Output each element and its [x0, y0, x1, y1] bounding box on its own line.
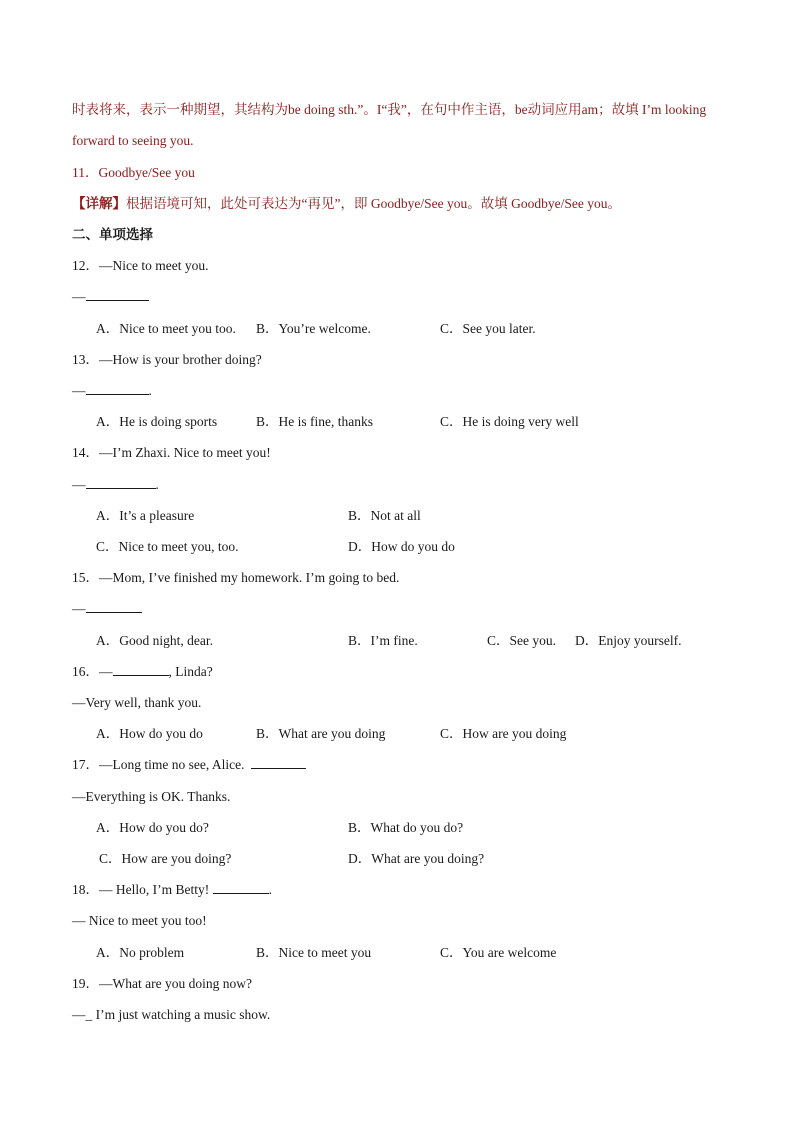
option-b: B．What are you doing: [256, 726, 386, 741]
question-number: 18．: [72, 882, 99, 897]
question-number: 15．: [72, 570, 99, 585]
option-c: C．You are welcome: [440, 945, 557, 960]
dash: —: [99, 664, 113, 679]
dash: —: [72, 383, 86, 398]
option-a: A．It’s a pleasure: [96, 508, 195, 523]
question-12-response: [72, 288, 149, 306]
question-16: [72, 663, 213, 681]
option-a: A．Good night, dear.: [96, 633, 213, 648]
detail-text: 根据语境可知，此处可表达为“再见”，即 Goodbye/See you。故填 Goodbye/See you。: [126, 196, 621, 211]
dash: —: [72, 477, 86, 492]
option-c: C．Nice to meet you, too.: [96, 539, 239, 554]
question-19-response: —_ I’m just watching a music show.: [72, 1007, 271, 1022]
question-text: , Linda?: [168, 664, 213, 679]
question-text: —Long time no see, Alice.: [99, 757, 245, 772]
option-b: B．I’m fine.: [348, 633, 418, 648]
option-a: A．How do you do?: [96, 820, 209, 835]
question-17-response: —Everything is OK. Thanks.: [72, 789, 231, 804]
option-b: B．You’re welcome.: [256, 321, 371, 336]
question-15-response: [72, 600, 142, 618]
question-15: [72, 569, 399, 587]
dash: —: [72, 289, 86, 304]
question-13-response: [72, 382, 152, 400]
option-a: A．He is doing sports: [96, 414, 218, 429]
question-18-response: — Nice to meet you too!: [72, 913, 207, 928]
question-13: [72, 351, 262, 369]
question-number: 19．: [72, 976, 99, 991]
question-19: [72, 975, 252, 993]
question-text: —What are you doing now?: [99, 976, 252, 991]
option-b: B．What do you do?: [348, 820, 464, 835]
option-c: C．See you later.: [440, 321, 536, 336]
option-c: C．How are you doing: [440, 726, 567, 741]
question-12: [72, 257, 208, 275]
question-text: —Nice to meet you.: [99, 258, 209, 273]
question-number: 13．: [72, 352, 99, 367]
question-number: 17．: [72, 757, 99, 772]
question-text: — Hello, I’m Betty!: [99, 882, 210, 897]
period: .: [155, 477, 159, 492]
option-b: B．He is fine, thanks: [256, 414, 373, 429]
q11-answer: 11．Goodbye/See you: [72, 165, 195, 180]
option-d: D．What are you doing?: [348, 851, 485, 866]
q11-explanation: [72, 195, 621, 213]
explanation-line-1: 时表将来，表示一种期望，其结构为be doing sth.”。I“我”，在句中作主语，be动词应用am；故填 I’m looking: [72, 102, 707, 117]
option-d: D．How do you do: [348, 539, 455, 554]
section-title: 二、单项选择: [72, 227, 153, 242]
option-b: B．Nice to meet you: [256, 945, 372, 960]
answer-blank: [86, 600, 142, 613]
explanation-line-2: forward to seeing you.: [72, 133, 194, 148]
question-number: 14．: [72, 445, 99, 460]
question-number: 16．: [72, 664, 99, 679]
question-17: [72, 756, 306, 774]
question-18: [72, 881, 272, 899]
answer-blank: [86, 288, 149, 301]
question-14: [72, 444, 271, 462]
period: .: [148, 383, 152, 398]
option-d: D．Enjoy yourself.: [575, 633, 682, 648]
answer-blank: [213, 881, 269, 894]
option-a: A．Nice to meet you too.: [96, 321, 236, 336]
dash: —: [72, 601, 86, 616]
period: .: [268, 882, 272, 897]
question-text: —I’m Zhaxi. Nice to meet you!: [99, 445, 271, 460]
question-14-response: [72, 476, 159, 494]
question-16-response: —Very well, thank you.: [72, 695, 202, 710]
option-a: A．How do you do: [96, 726, 203, 741]
option-a: A．No problem: [96, 945, 185, 960]
option-c: C．See you.: [487, 633, 556, 648]
answer-blank: [86, 382, 149, 395]
option-c: C．He is doing very well: [440, 414, 579, 429]
answer-blank: [86, 476, 156, 489]
option-c: C．How are you doing?: [99, 851, 232, 866]
option-b: B．Not at all: [348, 508, 421, 523]
question-text: —Mom, I’ve finished my homework. I’m going to bed.: [99, 570, 400, 585]
detail-tag: 【详解】: [72, 196, 126, 211]
answer-blank: [251, 756, 306, 769]
question-number: 12．: [72, 258, 99, 273]
question-text: —How is your brother doing?: [99, 352, 262, 367]
answer-blank: [113, 663, 169, 676]
